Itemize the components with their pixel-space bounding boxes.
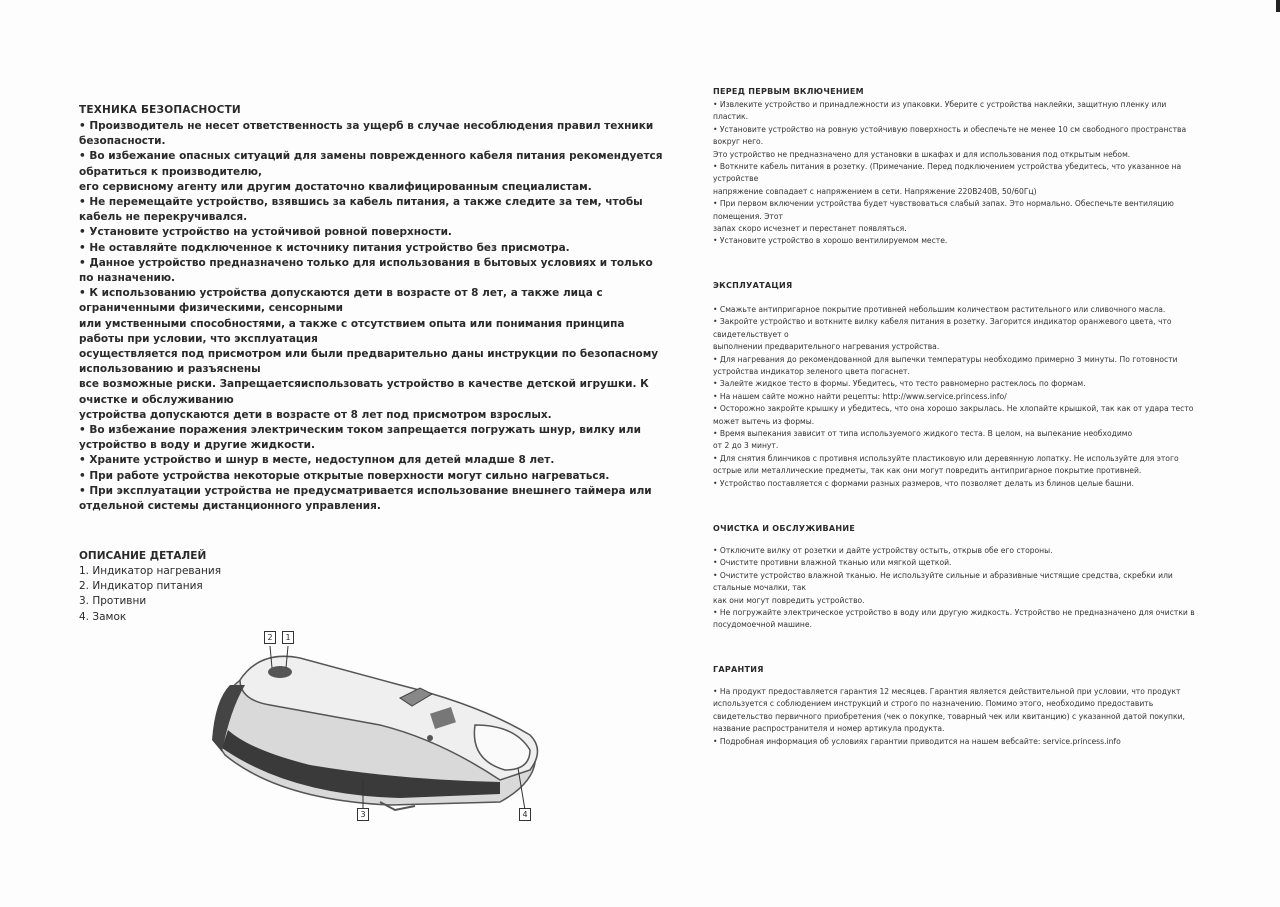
text-line: осуществляется под присмотром или были предварительно даны инструкции по безопасному bbox=[79, 348, 659, 361]
text-line: • При эксплуатации устройства не предусматривается использование внешнего таймера или bbox=[79, 484, 652, 497]
text-line: • При первом включении устройства будет чувствоваться слабый запах. Это нормально. Обеспечьте вентиляцию bbox=[713, 199, 1174, 209]
text-line: свидетельство первичного приобретения (чек о покупке, товарный чек или квитанцию) с указанной датой покупки, bbox=[713, 711, 1185, 721]
text-line: от 2 до 3 минут. bbox=[713, 441, 779, 451]
text-line: кабель не перекручивался. bbox=[79, 211, 248, 224]
text-line: стальные мочалки, так bbox=[713, 583, 807, 593]
parts-item: 3. Противни bbox=[79, 595, 147, 608]
text-line: устройство в воду и другие жидкости. bbox=[79, 439, 315, 452]
text-line: • Установите устройство на ровную устойчивую поверхность и обеспечьте не менее 10 см свободного пространства bbox=[713, 124, 1187, 134]
text-line: • При работе устройства некоторые открытые поверхности могут сильно нагреваться. bbox=[79, 469, 610, 482]
text-line: название распространителя и номер артикула продукта. bbox=[713, 724, 945, 734]
text-line: устройства допускаются дети в возрасте от 8 лет под присмотром взрослых. bbox=[79, 408, 552, 421]
text-line: • Не оставляйте подключенное к источнику питания устройство без присмотра. bbox=[79, 241, 570, 254]
text-line: • На продукт предоставляется гарантия 12 месяцев. Гарантия является действительной при условии, что продукт bbox=[713, 687, 1181, 696]
text-line: обратиться к производителю, bbox=[79, 165, 262, 178]
text-line: • Не перемещайте устройство, взявшись за кабель питания, а также следите за тем, чтобы bbox=[79, 196, 643, 209]
text-line: посудомоечной машине. bbox=[713, 620, 812, 630]
pancake-maker-illustration bbox=[200, 630, 560, 830]
operation-text bbox=[713, 304, 1238, 490]
first-use-title: ПЕРЕД ПЕРВЫМ ВКЛЮЧЕНИЕМ bbox=[713, 87, 864, 96]
text-line: • Во избежание опасных ситуаций для замены поврежденного кабеля питания рекомендуется bbox=[79, 150, 663, 163]
parts-section bbox=[79, 550, 379, 625]
text-line: • Производитель не несет ответственность за ущерб в случае несоблюдения правил техники bbox=[79, 120, 654, 132]
text-line: использованию и разъяснены bbox=[79, 363, 261, 376]
text-line: все возможные риски. Запрещаетсяиспользовать устройство в качестве детской игрушки. К bbox=[79, 378, 649, 391]
text-line: отдельной системы дистанционного управления. bbox=[79, 500, 381, 513]
first-use-section bbox=[713, 87, 1238, 248]
text-line: • Время выпекания зависит от типа используемого жидкого теста. В целом, на выпекание необходимо bbox=[713, 429, 1133, 439]
text-line: свидетельствует о bbox=[713, 329, 789, 339]
text-line: • Подробная информация об условиях гарантии приводится на нашем вебсайте: service.princess.info bbox=[713, 736, 1121, 746]
safety-section bbox=[79, 104, 663, 514]
text-line: • Данное устройство предназначено только для использования в бытовых условиях и только bbox=[79, 256, 653, 269]
text-line: устройства индикатор зеленого цвета погаснет. bbox=[713, 367, 910, 377]
text-line: работы при условии, что эксплуатация bbox=[79, 332, 318, 345]
text-line: • Установите устройство на устойчивой ровной поверхности. bbox=[79, 226, 452, 239]
callout-4: 4 bbox=[519, 808, 531, 821]
callout-1: 1 bbox=[282, 631, 294, 644]
text-line: по назначению. bbox=[79, 272, 176, 285]
right-page bbox=[640, 0, 1280, 907]
warranty-title: ГАРАНТИЯ bbox=[713, 665, 764, 674]
text-line: устройстве bbox=[713, 174, 759, 184]
first-use-text bbox=[713, 99, 1238, 248]
corner-mark bbox=[1276, 0, 1280, 12]
text-line: его сервисному агенту или другим достаточно квалифицированным специалистам. bbox=[79, 180, 592, 193]
text-line: пластик. bbox=[713, 112, 749, 122]
text-line: • Отключите вилку от розетки и дайте устройству остыть, открыв обе его стороны. bbox=[713, 546, 1053, 555]
parts-title: ОПИСАНИЕ ДЕТАЛЕЙ bbox=[79, 550, 207, 562]
operation-title: ЭКСПЛУАТАЦИЯ bbox=[713, 281, 793, 290]
text-line: • Закройте устройство и воткните вилку кабеля питания в розетку. Загорится индикатор оранжевого цвета, что bbox=[713, 317, 1172, 327]
cleaning-title: ОЧИСТКА И ОБСЛУЖИВАНИЕ bbox=[713, 524, 856, 533]
text-line: выполнении предварительного нагревания устройства. bbox=[713, 342, 940, 352]
text-line: может вытечь из формы. bbox=[713, 416, 815, 426]
text-line: вокруг него. bbox=[713, 137, 764, 147]
pancake-maker-diagram bbox=[200, 630, 560, 830]
parts-item: 1. Индикатор нагревания bbox=[79, 565, 222, 577]
text-line: • Для снятия блинчиков с противня используйте пластиковую или деревянную лопатку. Не используйте для этого bbox=[713, 453, 1179, 463]
text-line: • Осторожно закройте крышку и убедитесь, что она хорошо закрылась. Не хлопайте крышкой, так как от удара тесто bbox=[713, 404, 1194, 414]
callout-2: 2 bbox=[264, 631, 276, 644]
safety-title: ТЕХНИКА БЕЗОПАСНОСТИ bbox=[79, 104, 241, 116]
text-line: • Очистите устройство влажной тканью. Не используйте сильные и абразивные чистящие средства, скребки или bbox=[713, 570, 1173, 580]
cleaning-text bbox=[713, 545, 1238, 632]
text-line: • На нашем сайте можно найти рецепты: http://www.service.princess.info/ bbox=[713, 391, 1007, 401]
text-line: Это устройство не предназначено для установки в шкафах и для использования под открытым небом. bbox=[713, 149, 1131, 159]
text-line: как они могут повредить устройство. bbox=[713, 595, 865, 605]
text-line: • Воткните кабель питания в розетку. (Примечание. Перед подключением устройства убедитесь, что указанное на bbox=[713, 162, 1182, 172]
text-line: • Смажьте антипригарное покрытие противней небольшим количеством растительного или сливочного масла. bbox=[713, 305, 1166, 314]
text-line: • Очистите противни влажной тканью или мягкой щеткой. bbox=[713, 558, 952, 568]
text-line: очистке и обслуживанию bbox=[79, 393, 234, 406]
text-line: • Не погружайте электрическое устройство в воду или другую жидкость. Устройство не предназначено для очистки в bbox=[713, 608, 1195, 618]
parts-item: 4. Замок bbox=[79, 610, 127, 623]
callout-3: 3 bbox=[357, 808, 369, 821]
text-line: • Храните устройство и шнур в месте, недоступном для детей младше 8 лет. bbox=[79, 454, 555, 467]
text-line: • Устройство поставляется с формами разных размеров, что позволяет делать из блинов целые башни. bbox=[713, 478, 1134, 488]
operation-section bbox=[713, 281, 1238, 490]
text-line: помещения. Этот bbox=[713, 211, 783, 221]
text-line: • Во избежание поражения электрическим током запрещается погружать шнур, вилку или bbox=[79, 424, 641, 437]
text-line: • К использованию устройства допускаются дети в возрасте от 8 лет, а также лица с bbox=[79, 287, 603, 300]
text-line: острые или металлические предметы, так как они могут повредить антипригарное покрытие противней. bbox=[713, 466, 1142, 476]
text-line: запах скоро исчезнет и перестанет появляться. bbox=[713, 224, 907, 234]
text-line: • Извлеките устройство и принадлежности из упаковки. Уберите с устройства наклейки, защитную пленку или bbox=[713, 100, 1167, 109]
warranty-text bbox=[713, 686, 1238, 748]
text-line: используется с соблюдением инструкций и строго по назначению. Помимо этого, необходимо предоставить bbox=[713, 699, 1154, 709]
text-line: • Залейте жидкое тесто в формы. Убедитесь, что тесто равномерно растеклось по формам. bbox=[713, 379, 1086, 389]
parts-item: 2. Индикатор питания bbox=[79, 580, 203, 593]
text-line: ограниченными физическими, сенсорными bbox=[79, 302, 343, 315]
text-line: или умственными способностями, а также с отсутствием опыта или понимания принципа bbox=[79, 317, 625, 330]
safety-text bbox=[79, 119, 663, 514]
cleaning-section bbox=[713, 524, 1238, 632]
warranty-section bbox=[713, 665, 1238, 748]
text-line: • Установите устройство в хорошо вентилируемом месте. bbox=[713, 236, 948, 246]
text-line: • Для нагревания до рекомендованной для выпечки температуры необходимо примерно 3 минуты. По готовности bbox=[713, 354, 1178, 364]
text-line: безопасности. bbox=[79, 135, 166, 148]
text-line: напряжение совпадает с напряжением в сети. Напряжение 220В240В, 50/60Гц) bbox=[713, 186, 1037, 196]
